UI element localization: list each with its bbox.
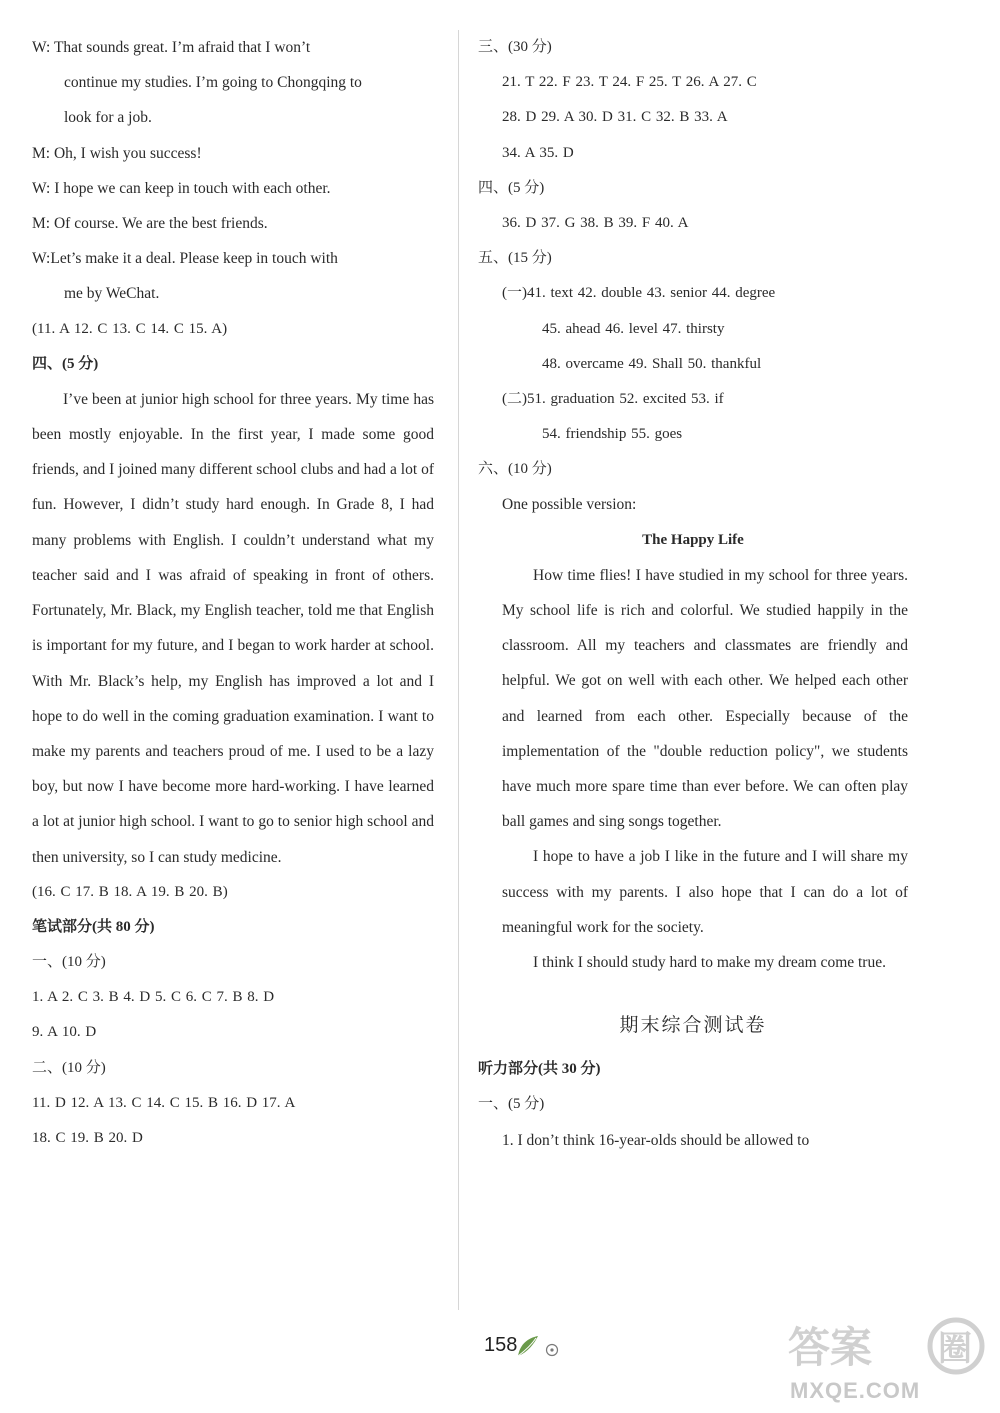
essay-body	[478, 558, 908, 980]
section-4-header: 四、(5 分)	[32, 355, 99, 372]
section-5-answers: (一)41. text 42. double 43. senior 44. degree	[502, 285, 776, 302]
section-3-answers: 28. D 29. A 30. D 31. C 32. B 33. A	[502, 109, 728, 126]
dialogue-line: W:Let’s make it a deal. Please keep in touch with	[32, 250, 338, 268]
section-6-header: 六、(10 分)	[478, 461, 552, 478]
section-3-answers: 34. A 35. D	[502, 144, 574, 161]
dialogue-line: W: That sounds great. I’m afraid that I won’t	[32, 39, 311, 56]
section-4-answers: 36. D 37. G 38. B 39. F 40. A	[502, 214, 689, 231]
dialogue-line: M: Of course. We are the best friends.	[32, 214, 268, 232]
section-1-answers: 1. A 2. C 3. B 4. D 5. C 6. C 7. B 8. D	[32, 989, 275, 1006]
essay-paragraph: I hope to have a job I like in the future and I will share my success with my parents. I also hope that I can do a lot of meaningful work for the society.	[502, 848, 908, 936]
dialogue-line: look for a job.	[64, 109, 152, 127]
dialogue-line: M: Oh, I wish you success!	[32, 144, 202, 162]
final-test-title: 期末综合测试卷	[619, 1015, 767, 1037]
essay-paragraph: How time flies! I have studied in my school for three years. My school life is rich and colorful. We studied happily in the classroom. All my teachers and classmates are friendly and helpful. We got on well with each other. We helped each other and learned from each other. Especially because of the implementation of the "double reduction policy", we students have much more spare time than ever before. We can often play ball games and sing songs together.	[502, 566, 908, 831]
written-part-header: 笔试部分(共 80 分)	[32, 918, 155, 935]
final-question-1: 1. I don’t think 16-year-olds should be allowed to	[502, 1131, 810, 1149]
left-column	[32, 30, 434, 1156]
section-2-header: 二、(10 分)	[32, 1059, 106, 1076]
listening-part-header: 听力部分(共 30 分)	[478, 1061, 601, 1078]
final-section-1-header: 一、(5 分)	[478, 1096, 545, 1113]
answers-11-15: (11. A 12. C 13. C 14. C 15. A)	[32, 320, 228, 337]
dialogue	[32, 30, 434, 312]
svg-text:答案: 答案	[788, 1323, 873, 1372]
dialogue-line: W: I hope we can keep in touch with each other.	[32, 179, 331, 197]
listening-passage: I’ve been at junior high school for three years. My time has been mostly enjoyable. In the first year, I made some good friends, and I joined many different school clubs and had a lot of fun. However, I didn’t study hard enough. In Grade 8, I had many problems with English. I couldn’t understand what my teacher said and I was afraid of speaking in front of others. Fortunately, Mr. Black, my English teacher, told me that English is important for my future, and I began to work harder at school. With Mr. Black’s help, my English has improved a lot and I hope to do well in the coming graduation examination. I want to make my parents and teachers proud of me. I used to be a lazy boy, but now I have become more hard-working. I have learned a lot at junior high school. I want to go to senior high school and then university, so I can study medicine.	[32, 390, 434, 866]
dialogue-line: continue my studies. I’m going to Chongqing to	[64, 74, 362, 92]
section-1-header: 一、(10 分)	[32, 954, 106, 971]
section-5-answers: 48. overcame 49. Shall 50. thankful	[542, 355, 762, 372]
section-2-answers: 18. C 19. B 20. D	[32, 1130, 143, 1147]
watermark-url: MXQE.COM	[790, 1378, 921, 1403]
answers-16-20: (16. C 17. B 18. A 19. B 20. B)	[32, 883, 228, 900]
essay-title: The Happy Life	[642, 531, 744, 548]
section-3-answers: 21. T 22. F 23. T 24. F 25. T 26. A 27. C	[502, 74, 757, 91]
right-column	[478, 30, 908, 1158]
column-divider	[458, 30, 459, 1310]
section-3-header: 三、(30 分)	[478, 39, 552, 55]
section-5-header: 五、(15 分)	[478, 250, 552, 267]
version-label: One possible version:	[502, 496, 637, 514]
essay-paragraph: I think I should study hard to make my dream come true.	[533, 954, 886, 972]
page-number: 158	[484, 1334, 518, 1356]
section-2-answers: 11. D 12. A 13. C 14. C 15. B 16. D 17. A	[32, 1094, 296, 1111]
section-5-answers: (二)51. graduation 52. excited 53. if	[502, 390, 724, 407]
leaf-ornament-icon	[512, 1330, 566, 1360]
dialogue-line: me by WeChat.	[64, 285, 160, 303]
section-4-header: 四、(5 分)	[478, 179, 545, 196]
section-5-answers: 54. friendship 55. goes	[542, 426, 683, 443]
svg-text:圈: 圈	[938, 1329, 972, 1369]
section-5-answers: 45. ahead 46. level 47. thirsty	[542, 320, 725, 337]
section-1-answers: 9. A 10. D	[32, 1024, 97, 1041]
